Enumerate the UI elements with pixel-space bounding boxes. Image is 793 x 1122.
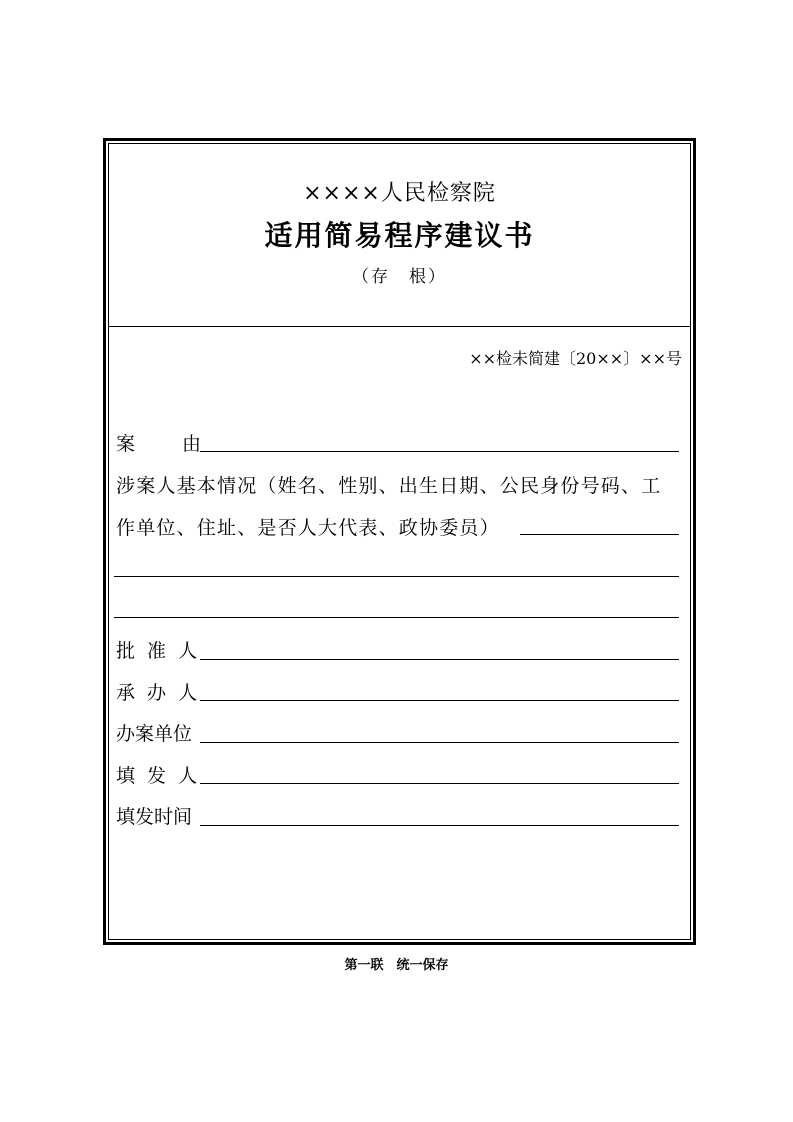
suspect-info-label-line2: 作单位、住址、是否人大代表、政协委员） [116,517,500,539]
suspect-info-line-1[interactable] [520,514,679,535]
issuer-line[interactable] [200,763,679,784]
issue-time-line[interactable] [200,805,679,826]
handler-line[interactable] [200,680,679,701]
case-cause-line[interactable] [200,431,679,452]
handling-unit-label: 办案单位 [116,723,193,745]
document-title: 适用简易程序建议书 [264,219,535,252]
document-number: ××检未简建〔20××〕××号 [469,349,682,368]
approver-line[interactable] [200,639,679,660]
approver-label: 批 准 人 [116,640,201,662]
suspect-info-label-line1: 涉案人基本情况（姓名、性别、出生日期、公民身份号码、工 [116,475,662,497]
issue-time-label: 填发时间 [116,806,193,828]
suspect-info-line-3[interactable] [114,597,679,618]
issuer-label: 填 发 人 [116,765,201,787]
handling-unit-line[interactable] [200,722,679,743]
document-subtitle: （存 根） [352,267,447,287]
case-cause-label: 案 由 [116,433,205,455]
document-inner-border [108,143,691,940]
procuratorate-name: ××××人民检察院 [303,181,496,206]
handler-label: 承 办 人 [116,682,201,704]
suspect-info-line-2[interactable] [114,556,679,577]
copy-note: 第一联 统一保存 [344,958,449,973]
header-divider [109,326,690,327]
document-border [103,138,696,945]
